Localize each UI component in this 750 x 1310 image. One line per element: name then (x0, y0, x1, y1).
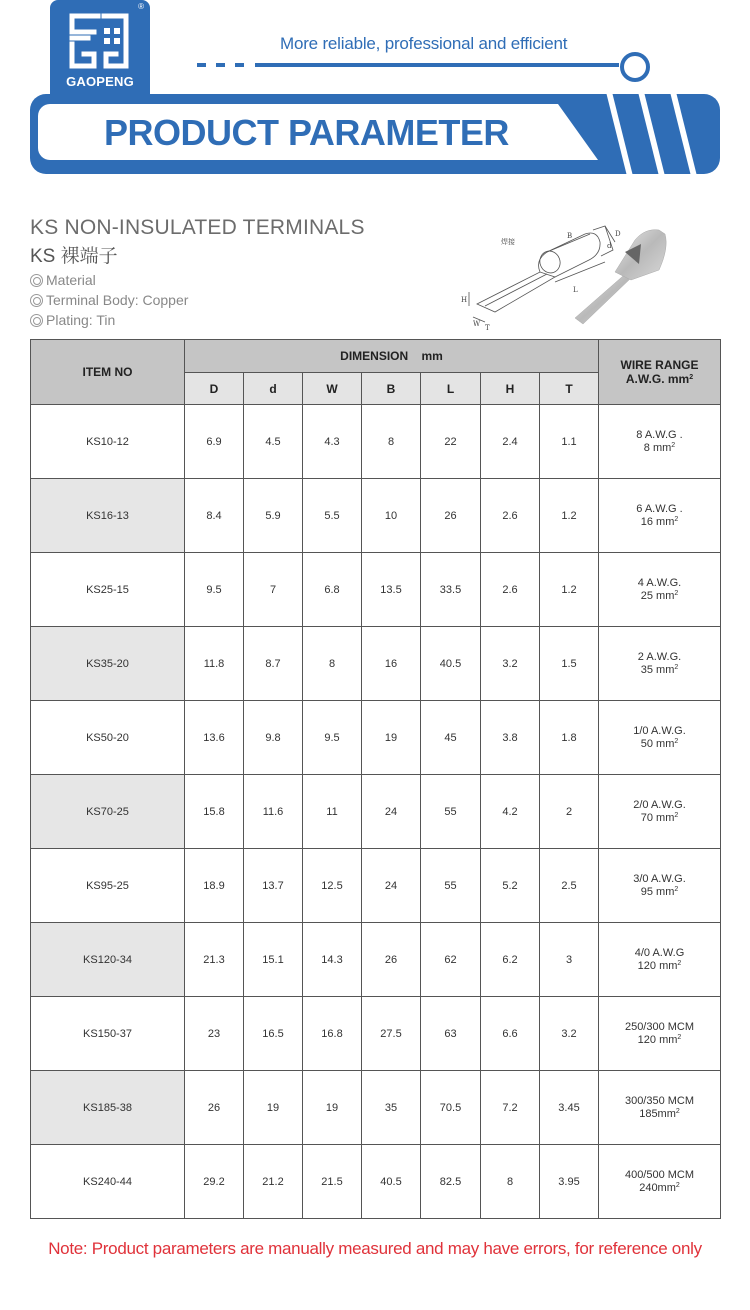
table-row (31, 775, 721, 849)
item-no-cell: KS35-20 (31, 627, 185, 701)
spec-item: Material (30, 272, 365, 288)
item-no-cell: KS120-34 (31, 923, 185, 997)
item-no-cell: KS185-38 (31, 1071, 185, 1145)
product-info (30, 216, 365, 328)
banner-stripe (670, 94, 699, 174)
wire-range-cell: 4/0 A.W.G 120 $mm^2$ (599, 923, 721, 997)
table-row (31, 849, 721, 923)
header-col-T: T (540, 373, 599, 405)
dimension-cell-B: 13.5 (362, 553, 421, 627)
dimension-cell-B: 24 (362, 849, 421, 923)
item-no-cell: KS50-20 (31, 701, 185, 775)
dimension-cell-L: 82.5 (421, 1145, 481, 1219)
table-row (31, 701, 721, 775)
table-row (31, 923, 721, 997)
table-row (31, 627, 721, 701)
dimension-cell-T: 3.2 (540, 997, 599, 1071)
dimension-cell-W: 19 (303, 1071, 362, 1145)
dimension-cell-d: 15.1 (244, 923, 303, 997)
item-no-cell: KS25-15 (31, 553, 185, 627)
dimension-cell-B: 40.5 (362, 1145, 421, 1219)
dimension-cell-T: 3 (540, 923, 599, 997)
dimension-cell-L: 40.5 (421, 627, 481, 701)
dimension-cell-d: 4.5 (244, 405, 303, 479)
table-row (31, 553, 721, 627)
dimension-cell-d: 9.8 (244, 701, 303, 775)
wire-range-cell: 8 A.W.G . 8 $mm^2$ (599, 405, 721, 479)
slogan-divider (197, 62, 637, 68)
dimension-cell-W: 16.8 (303, 997, 362, 1071)
wire-range-cell: 4 A.W.G. 25 $mm^2$ (599, 553, 721, 627)
header-item-no: ITEM NO (31, 340, 185, 405)
section-banner (30, 94, 720, 174)
item-no-cell: KS240-44 (31, 1145, 185, 1219)
dimension-cell-B: 26 (362, 923, 421, 997)
dimension-cell-T: 2 (540, 775, 599, 849)
dimension-cell-d: 7 (244, 553, 303, 627)
dimension-cell-H: 8 (481, 1145, 540, 1219)
dimension-cell-B: 16 (362, 627, 421, 701)
header-col-H: H (481, 373, 540, 405)
banner-stripe (606, 94, 635, 174)
dimension-cell-d: 21.2 (244, 1145, 303, 1219)
header-col-D: D (185, 373, 244, 405)
item-no-cell: KS10-12 (31, 405, 185, 479)
dimension-cell-B: 27.5 (362, 997, 421, 1071)
dimension-cell-H: 2.6 (481, 479, 540, 553)
svg-text:T: T (485, 324, 490, 332)
bullet-circle-icon (30, 294, 43, 307)
brand-name: GAOPENG (66, 74, 134, 89)
dimension-cell-B: 19 (362, 701, 421, 775)
terminal-diagram (455, 222, 670, 332)
svg-text:W: W (473, 320, 481, 328)
dimension-cell-D: 26 (185, 1071, 244, 1145)
dimension-cell-H: 3.8 (481, 701, 540, 775)
disclaimer-note: Note: Product parameters are manually measured and may have errors, for reference only (48, 1239, 702, 1258)
brand-logo (50, 0, 150, 96)
slogan: More reliable, professional and efficient (280, 34, 568, 53)
dimension-cell-d: 8.7 (244, 627, 303, 701)
dimension-cell-L: 45 (421, 701, 481, 775)
dimension-cell-d: 5.9 (244, 479, 303, 553)
wire-range-cell: 250/300 MCM 120 $mm^2$ (599, 997, 721, 1071)
header-col-B: B (362, 373, 421, 405)
wire-range-cell: 3/0 A.W.G. 95 $mm^2$ (599, 849, 721, 923)
wire-range-cell: 300/350 MCM $185mm^2$ (599, 1071, 721, 1145)
dimension-cell-T: 3.95 (540, 1145, 599, 1219)
dimension-cell-D: 13.6 (185, 701, 244, 775)
dimension-cell-B: 8 (362, 405, 421, 479)
dimension-cell-L: 63 (421, 997, 481, 1071)
header-col-d: d (244, 373, 303, 405)
dimension-cell-W: 11 (303, 775, 362, 849)
wire-range-cell: 6 A.W.G . 16 $mm^2$ (599, 479, 721, 553)
dimension-cell-B: 24 (362, 775, 421, 849)
circle-icon (620, 52, 650, 82)
dimension-cell-H: 7.2 (481, 1071, 540, 1145)
registered-mark: ® (138, 2, 144, 11)
item-no-cell: KS150-37 (31, 997, 185, 1071)
table-row (31, 1071, 721, 1145)
dimension-cell-D: 9.5 (185, 553, 244, 627)
dimension-cell-T: 1.8 (540, 701, 599, 775)
dimension-cell-H: 4.2 (481, 775, 540, 849)
dimension-cell-W: 8 (303, 627, 362, 701)
dimension-cell-D: 8.4 (185, 479, 244, 553)
dimension-cell-W: 9.5 (303, 701, 362, 775)
table-row (31, 479, 721, 553)
dimension-cell-T: 2.5 (540, 849, 599, 923)
wire-range-cell: 1/0 A.W.G. 50 $mm^2$ (599, 701, 721, 775)
parameter-table (30, 339, 721, 1219)
dimension-cell-L: 55 (421, 775, 481, 849)
dimension-cell-L: 26 (421, 479, 481, 553)
dimension-cell-H: 5.2 (481, 849, 540, 923)
dimension-cell-D: 11.8 (185, 627, 244, 701)
dimension-cell-H: 6.6 (481, 997, 540, 1071)
header-col-L: L (421, 373, 481, 405)
item-no-cell: KS16-13 (31, 479, 185, 553)
dimension-cell-W: 21.5 (303, 1145, 362, 1219)
dimension-cell-d: 19 (244, 1071, 303, 1145)
dimension-cell-d: 11.6 (244, 775, 303, 849)
wire-range-cell: 400/500 MCM $240mm^2$ (599, 1145, 721, 1219)
dimension-cell-D: 15.8 (185, 775, 244, 849)
dimension-cell-L: 55 (421, 849, 481, 923)
table-row (31, 1145, 721, 1219)
dimension-cell-H: 6.2 (481, 923, 540, 997)
dimension-cell-d: 16.5 (244, 997, 303, 1071)
dimension-cell-T: 1.2 (540, 479, 599, 553)
dimension-cell-T: 1.2 (540, 553, 599, 627)
header-col-W: W (303, 373, 362, 405)
dimension-cell-B: 35 (362, 1071, 421, 1145)
dimension-cell-H: 3.2 (481, 627, 540, 701)
header-dimension: DIMENSION mm (185, 340, 599, 373)
dimension-cell-d: 13.7 (244, 849, 303, 923)
wire-range-cell: 2/0 A.W.G. 70 $mm^2$ (599, 775, 721, 849)
table-row (31, 405, 721, 479)
dimension-cell-W: 6.8 (303, 553, 362, 627)
dimension-cell-L: 62 (421, 923, 481, 997)
logo-glyph-icon (64, 6, 136, 72)
dimension-cell-D: 18.9 (185, 849, 244, 923)
dimension-cell-D: 23 (185, 997, 244, 1071)
spec-item: Terminal Body: Copper (30, 292, 365, 308)
svg-text:B: B (567, 232, 573, 240)
page-title: PRODUCT PARAMETER (104, 112, 509, 153)
dimension-cell-T: 3.45 (540, 1071, 599, 1145)
svg-text:d: d (607, 242, 612, 250)
svg-text:D: D (615, 230, 621, 238)
dimension-cell-D: 29.2 (185, 1145, 244, 1219)
product-title-cn: KS 裸端子 (30, 246, 118, 267)
item-no-cell: KS70-25 (31, 775, 185, 849)
svg-text:L: L (573, 286, 578, 294)
banner-stripe (638, 94, 667, 174)
dimension-cell-H: 2.4 (481, 405, 540, 479)
dimension-cell-H: 2.6 (481, 553, 540, 627)
dimension-cell-B: 10 (362, 479, 421, 553)
dimension-cell-L: 33.5 (421, 553, 481, 627)
dimension-cell-W: 4.3 (303, 405, 362, 479)
dimension-cell-D: 6.9 (185, 405, 244, 479)
dimension-cell-L: 70.5 (421, 1071, 481, 1145)
dimension-cell-T: 1.5 (540, 627, 599, 701)
spec-item: Plating: Tin (30, 312, 365, 328)
dimension-cell-T: 1.1 (540, 405, 599, 479)
dimension-cell-L: 22 (421, 405, 481, 479)
header-wire-range: WIRE RANGE A.W.G. $mm^2$ (599, 340, 721, 405)
bullet-circle-icon (30, 314, 43, 327)
diagram-label-weld: 焊接 (501, 238, 515, 246)
dimension-cell-W: 14.3 (303, 923, 362, 997)
table-row (31, 997, 721, 1071)
svg-text:H: H (461, 296, 468, 304)
wire-range-cell: 2 A.W.G. 35 $mm^2$ (599, 627, 721, 701)
bullet-circle-icon (30, 274, 43, 287)
item-no-cell: KS95-25 (31, 849, 185, 923)
dimension-cell-W: 5.5 (303, 479, 362, 553)
dimension-cell-W: 12.5 (303, 849, 362, 923)
product-title-en: KS NON-INSULATED TERMINALS (30, 216, 365, 239)
dimension-cell-D: 21.3 (185, 923, 244, 997)
